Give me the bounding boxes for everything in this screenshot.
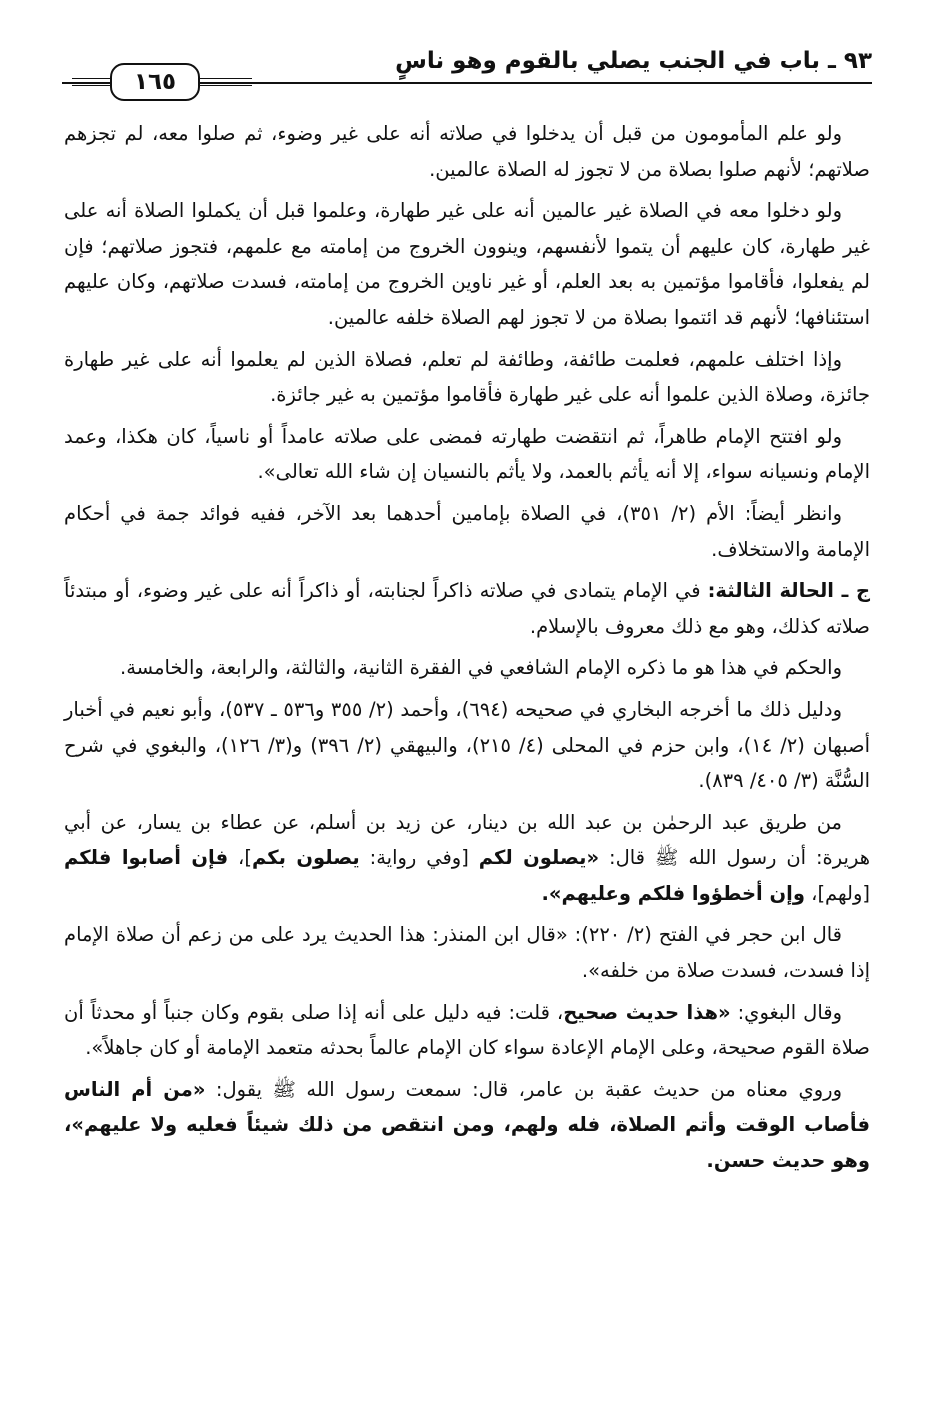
body-text	[64, 116, 870, 1185]
paragraph: وانظر أيضاً: الأم (٢/ ٣٥١)، في الصلاة بإمامين أحدهما بعد الآخر، ففيه فوائد جمة في أحكام الإمامة والاستخلاف.	[64, 501, 870, 561]
paragraph: ولو علم المأمومون من قبل أن يدخلوا في صلاته أنه على غير وضوء، ثم صلوا معه، لم تجزهم صلاتهم؛ لأنهم صلوا بصلاة من لا تجوز له الصلاة عالمين.	[64, 122, 870, 181]
text: ، قلت: فيه دليل على أنه إذا صلى بقوم وكان جنباً أو محدثاً أن صلاة القوم صحيحة، وعلى الإمام الإعادة سواء كان الإمام عالماً بحدثه متعمد الإمامة أو كان جاهلاً».	[64, 1000, 870, 1060]
case-label: ج ـ الحالة الثالثة:	[707, 579, 870, 603]
paragraph-hadith	[64, 1072, 870, 1179]
isnad: وروي معناه من حديث عقبة بن عامر، قال: سمعت رسول الله ﷺ يقول:	[205, 1077, 843, 1101]
page-number: ١٦٥	[110, 63, 200, 101]
variant-note: [وفي رواية:	[359, 846, 479, 870]
paragraph: قال ابن حجر في الفتح (٢/ ٢٢٠): «قال ابن المنذر: هذا الحديث يرد على من زعم أن صلاة الإمام إذا فسدت، فسدت صلاة من خلفه».	[64, 923, 870, 983]
paragraph: والحكم في هذا هو ما ذكره الإمام الشافعي في الفقرة الثانية، والثالثة، والرابعة، والخامسة.	[120, 656, 842, 680]
isnad: من طريق عبد الرحمٰن بن عبد الله بن دينار، عن زيد بن أسلم، عن عطاء بن يسار، عن أبي هريرة: أن رسول الله ﷺ قال:	[64, 810, 870, 870]
paragraph: ولو دخلوا معه في الصلاة غير عالمين أنه على غير طهارة، وعلموا قبل أن يكملوا الصلاة أنه على غير طهارة، كان عليهم أن يتموا لأنفسهم، وينوون الخروج من إمامته مع علمهم، فتجوز صلاتهم؛ فإن لم يفعلوا، فأقاموا مؤتمين به بعد العلم، أو غير ناوين الخروج من إمامته، فسدت صلاتهم، وكان عليهم استئنافها؛ لأنهم قد ائتموا بصلاة من لا تجوز لهم الصلاة خلفه عالمين.	[64, 199, 870, 329]
paragraph-baghawi	[64, 995, 870, 1066]
running-title: ٩٣ ـ باب في الجنب يصلي بالقوم وهو ناسٍ	[395, 48, 872, 74]
paragraph-hadith	[64, 805, 870, 912]
hadith-text: وإن أخطؤوا فلكم وعليهم».	[541, 881, 805, 905]
hadith-text: يصلون بكم	[251, 846, 360, 870]
paragraph: ودليل ذلك ما أخرجه البخاري في صحيحه (٦٩٤)، وأحمد (٢/ ٣٥٥ و٥٣٦ ـ ٥٣٧)، وأبو نعيم في أخبار أصبهان (٢/ ١٤)، وابن حزم في المحلى (٤/ ٢١٥)، والبيهقي (٢/ ٣٩٦) و(٣/ ١٢٦)، والبغوي في شرح السُّنَّة (٣/ ٤٠٥/ ٨٣٩).	[64, 697, 871, 793]
variant-note: [ولهم]،	[804, 881, 870, 905]
hadith-text: «يصلون لكم	[478, 846, 600, 870]
grading: «هذا حديث صحيح	[563, 1000, 731, 1024]
running-header	[62, 44, 872, 104]
paragraph: وإذا اختلف علمهم، فعلمت طائفة، وطائفة لم تعلم، فصلاة الذين لم يعلموا أنه على غير طهارة جائزة، وصلاة الذين علموا أنه على غير طهارة فأقاموا مؤتمين به غير جائزة.	[64, 347, 870, 407]
hadith-text: فإن أصابوا فلكم	[64, 846, 229, 870]
case-text: في الإمام يتمادى في صلاته ذاكراً لجنابته، أو ذاكراً أنه على غير وضوء، أو مبتدئاً صلاته كذلك، وهو مع ذلك معروف بالإسلام.	[64, 579, 870, 638]
page-number-ornament	[62, 62, 262, 102]
hadith-text: «من أم الناس فأصاب الوقت وأتم الصلاة، فله ولهم، ومن انتقص من ذلك شيئاً فعليه ولا عليهم»	[64, 1077, 870, 1137]
text: وقال البغوي:	[730, 1000, 842, 1024]
paragraph: ولو افتتح الإمام طاهراً، ثم انتقضت طهارته فمضى على صلاته عامداً أو ناسياً، كان هكذا، وعمد الإمام ونسيانه سواء، إلا أنه يأثم بالعمد، ولا يأثم بالنسيان إن شاء الله تعالى».	[64, 424, 870, 484]
variant-note: ]،	[228, 846, 252, 870]
paragraph-case-three	[64, 573, 870, 644]
grading: ، وهو حديث حسن.	[64, 1113, 870, 1173]
